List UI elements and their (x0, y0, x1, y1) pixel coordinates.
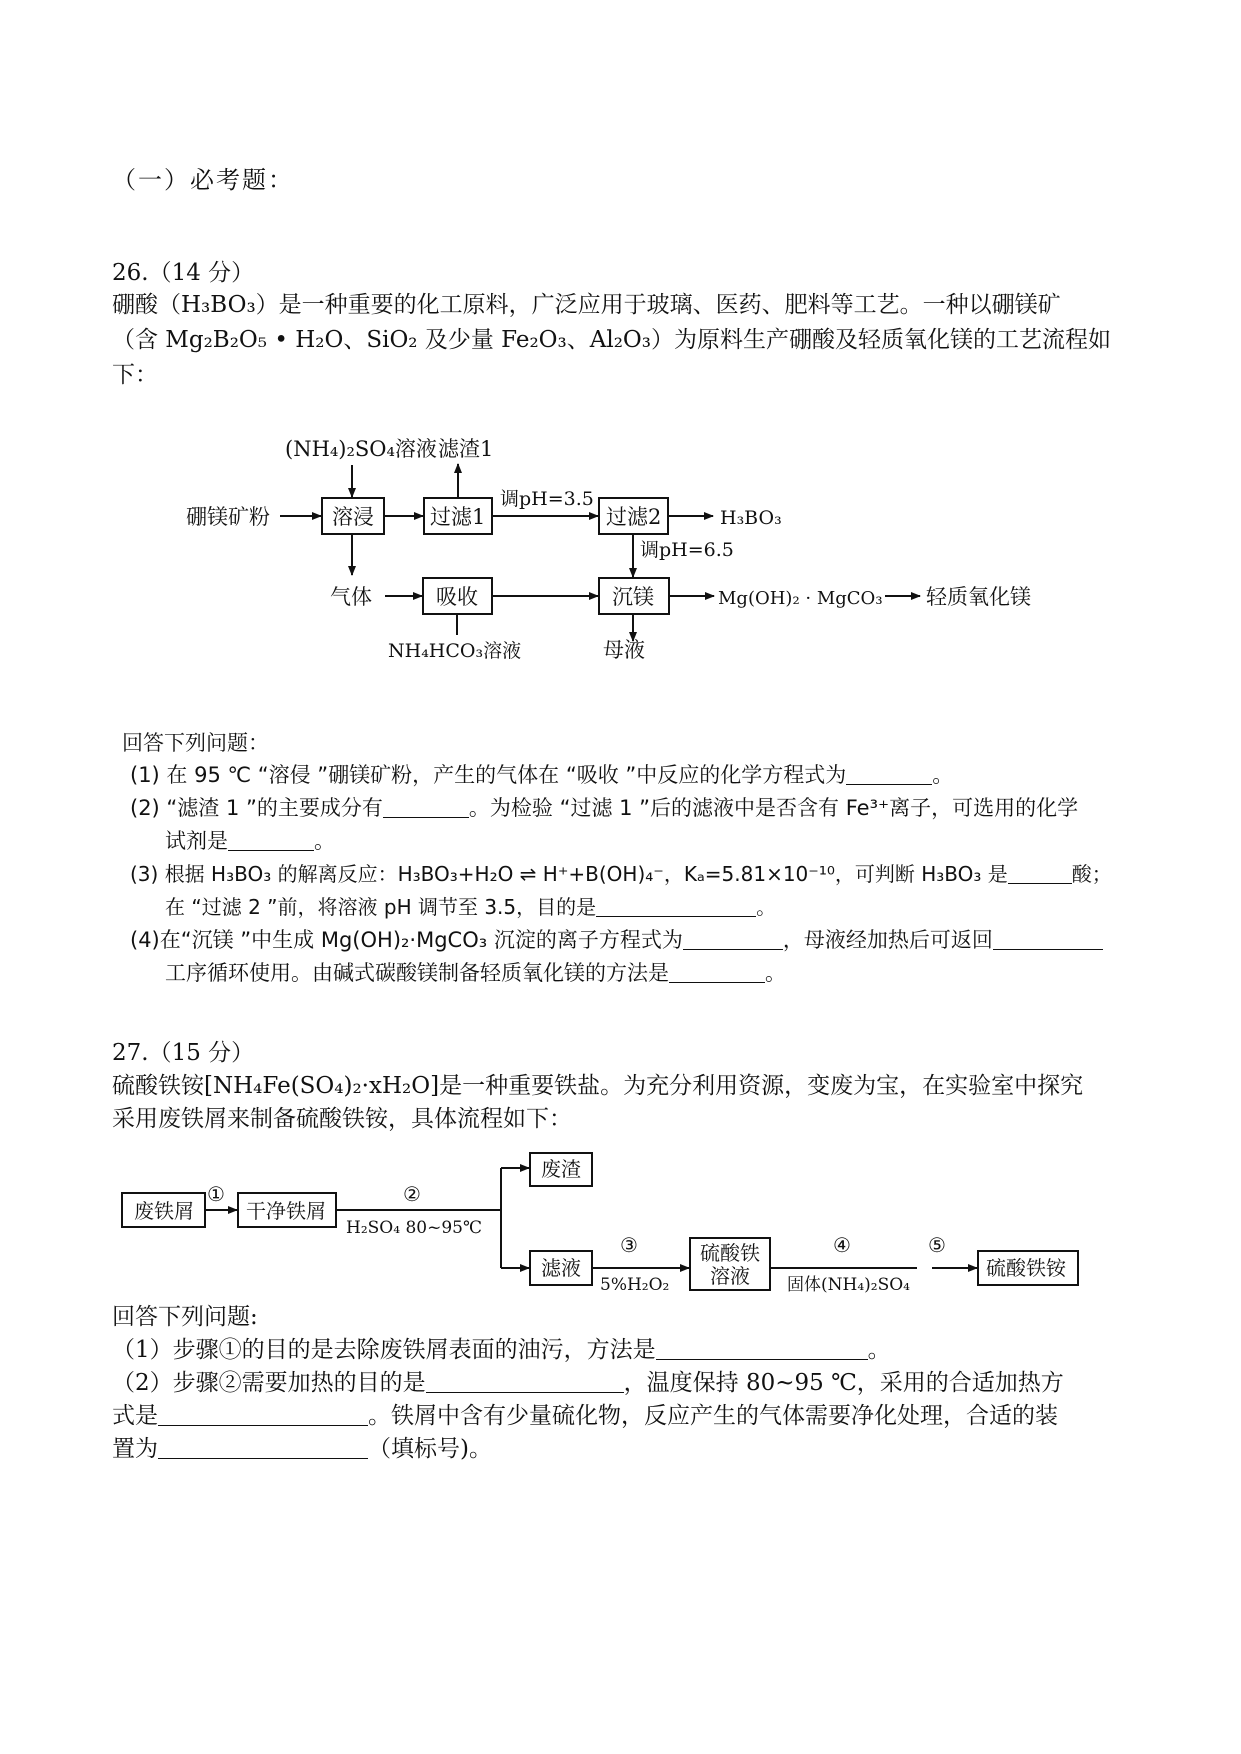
q26-q3-end-a: 酸； (1071, 862, 1112, 886)
adjust-ph-2: 调pH=6.5 (640, 539, 734, 561)
box-residue-label: 废渣 (541, 1157, 581, 1181)
q26-number: 26.（14 分） (112, 260, 255, 286)
q26-intro-line-3: 下： (112, 362, 158, 388)
q27-q2-cont (112, 1401, 1058, 1431)
q27-q2-text-c-end: （填标号)。 (368, 1436, 492, 1462)
step-3: ③ (620, 1233, 638, 1257)
q27-intro-line-1: 硫酸铁铵[NH₄Fe(SO₄)₂·xH₂O]是一种重要铁盐。为充分利用资源，变废为宝，在实验室中探究 (112, 1073, 1084, 1099)
q26-q4-end: 。 (765, 961, 786, 985)
q27-intro-line-2: 采用废铁屑来制备硫酸铁铵，具体流程如下： (112, 1106, 572, 1132)
step-4: ④ (833, 1233, 851, 1257)
product-mg: Mg(OH)₂ · MgCO₃ (718, 588, 883, 609)
raw-material: 硼镁矿粉 (186, 505, 270, 529)
q27-q2-blank-2[interactable] (158, 1425, 368, 1426)
q26-q2-text-b: 。为检验 “过滤 1 ”后的滤液中是否含有 Fe³⁺离子，可选用的化学 (468, 796, 1079, 820)
q27-answer-header: 回答下列问题: (112, 1304, 258, 1330)
q26-q2-end: 。 (314, 829, 335, 853)
q27-q2-text-c: 置为 (112, 1436, 158, 1462)
step-5: ⑤ (928, 1233, 946, 1257)
q26-q3-text: (3) 根据 H₃BO₃ 的解离反应：H₃BO₃+H₂O ⇌ H⁺+B(OH)₄⁻，Kₐ=5.81×10⁻¹⁰，可判断 H₃BO₃ 是 (130, 862, 1008, 886)
box-filter1-label: 过滤1 (430, 505, 486, 529)
box-precip-label: 沉镁 (612, 585, 654, 609)
q27-q2-text-b-end: 。铁屑中含有少量硫化物，反应产生的气体需要净化处理，合适的装 (368, 1403, 1058, 1429)
box-filter2-label: 过滤2 (606, 505, 662, 529)
q27-q1 (112, 1335, 891, 1365)
q27-q2-text-b: 式是 (112, 1403, 158, 1429)
box-filtrate-label: 滤液 (541, 1256, 581, 1280)
box-dissolve-label: 溶浸 (332, 505, 374, 529)
q27-q2 (112, 1368, 1064, 1398)
mother-liquor: 母液 (603, 638, 645, 662)
residue-1: 滤渣1 (438, 437, 494, 461)
step-2: ② (403, 1182, 421, 1206)
q27-q2-blank-3[interactable] (158, 1458, 368, 1459)
q27-q2-cont-2 (112, 1434, 492, 1464)
q26-q4-text-mid: ，母液经加热后可返回 (782, 928, 993, 952)
q26-q3-end: 。 (756, 895, 777, 919)
q27-q2-blank-1[interactable] (426, 1392, 624, 1393)
cond-2: H₂SO₄ 80~95℃ (346, 1218, 482, 1238)
q27-q1-text: （1）步骤①的目的是去除废铁屑表面的油污，方法是 (112, 1337, 656, 1363)
product-final: 轻质氧化镁 (926, 585, 1031, 609)
reagent-bottom: NH₄HCO₃溶液 (388, 640, 522, 662)
q26-q2-text: (2) “滤渣 1 ”的主要成分有 (130, 796, 383, 820)
q27-q2-text: （2）步骤②需要加热的目的是 (112, 1370, 426, 1396)
box-clean-label: 干净铁屑 (246, 1199, 326, 1223)
q26-q2-text-c: 试剂是 (165, 829, 228, 853)
q26-intro-line-2: （含 Mg₂B₂O₅ • H₂O、SiO₂ 及少量 Fe₂O₃、Al₂O₃）为原料生产硼酸及轻质氧化镁的工艺流程如 (112, 327, 1112, 353)
gas-label: 气体 (330, 585, 372, 609)
cond-3: 5%H₂O₂ (600, 1275, 670, 1295)
adjust-ph-1: 调pH=3.5 (500, 488, 594, 510)
cond-4: 固体(NH₄)₂SO₄ (787, 1275, 910, 1295)
q27-q1-end: 。 (867, 1337, 891, 1363)
q26-intro-line-1: 硼酸（H₃BO₃）是一种重要的化工原料，广泛应用于玻璃、医药、肥料等工艺。一种以硼镁矿 (112, 292, 1061, 318)
q26-q4-text-b: 工序循环使用。由碱式碳酸镁制备轻质氧化镁的方法是 (165, 961, 669, 985)
product-h3bo3: H₃BO₃ (720, 507, 782, 529)
box-product-label: 硫酸铁铵 (986, 1256, 1066, 1280)
box-fe-sulfate-line2: 溶液 (710, 1264, 750, 1288)
q27-number: 27.（15 分） (112, 1040, 255, 1066)
reagent-top: (NH₄)₂SO₄溶液 (285, 437, 437, 461)
section-header: （一）必考题： (112, 166, 294, 194)
q26-answer-header: 回答下列问题： (122, 731, 269, 755)
q26-q4-text: (4)在“沉镁 ”中生成 Mg(OH)₂·MgCO₃ 沉淀的离子方程式为 (130, 928, 683, 952)
box-absorb-label: 吸收 (436, 585, 478, 609)
q27-q1-blank[interactable] (656, 1359, 868, 1360)
box-waste-label: 废铁屑 (134, 1199, 194, 1223)
q26-q1-end: 。 (932, 763, 954, 787)
q26-q3-text-b: 在 “过滤 2 ”前，将溶液 pH 调节至 3.5，目的是 (165, 895, 597, 919)
q26-q1-text: (1) 在 95 ℃ “溶侵 ”硼镁矿粉，产生的气体在 “吸收 ”中反应的化学方程式为 (130, 763, 847, 787)
q27-q2-text-a-end: ，温度保持 80~95 ℃，采用的合适加热方 (623, 1370, 1064, 1396)
box-fe-sulfate-line1: 硫酸铁 (700, 1241, 760, 1265)
step-1: ① (207, 1182, 225, 1206)
